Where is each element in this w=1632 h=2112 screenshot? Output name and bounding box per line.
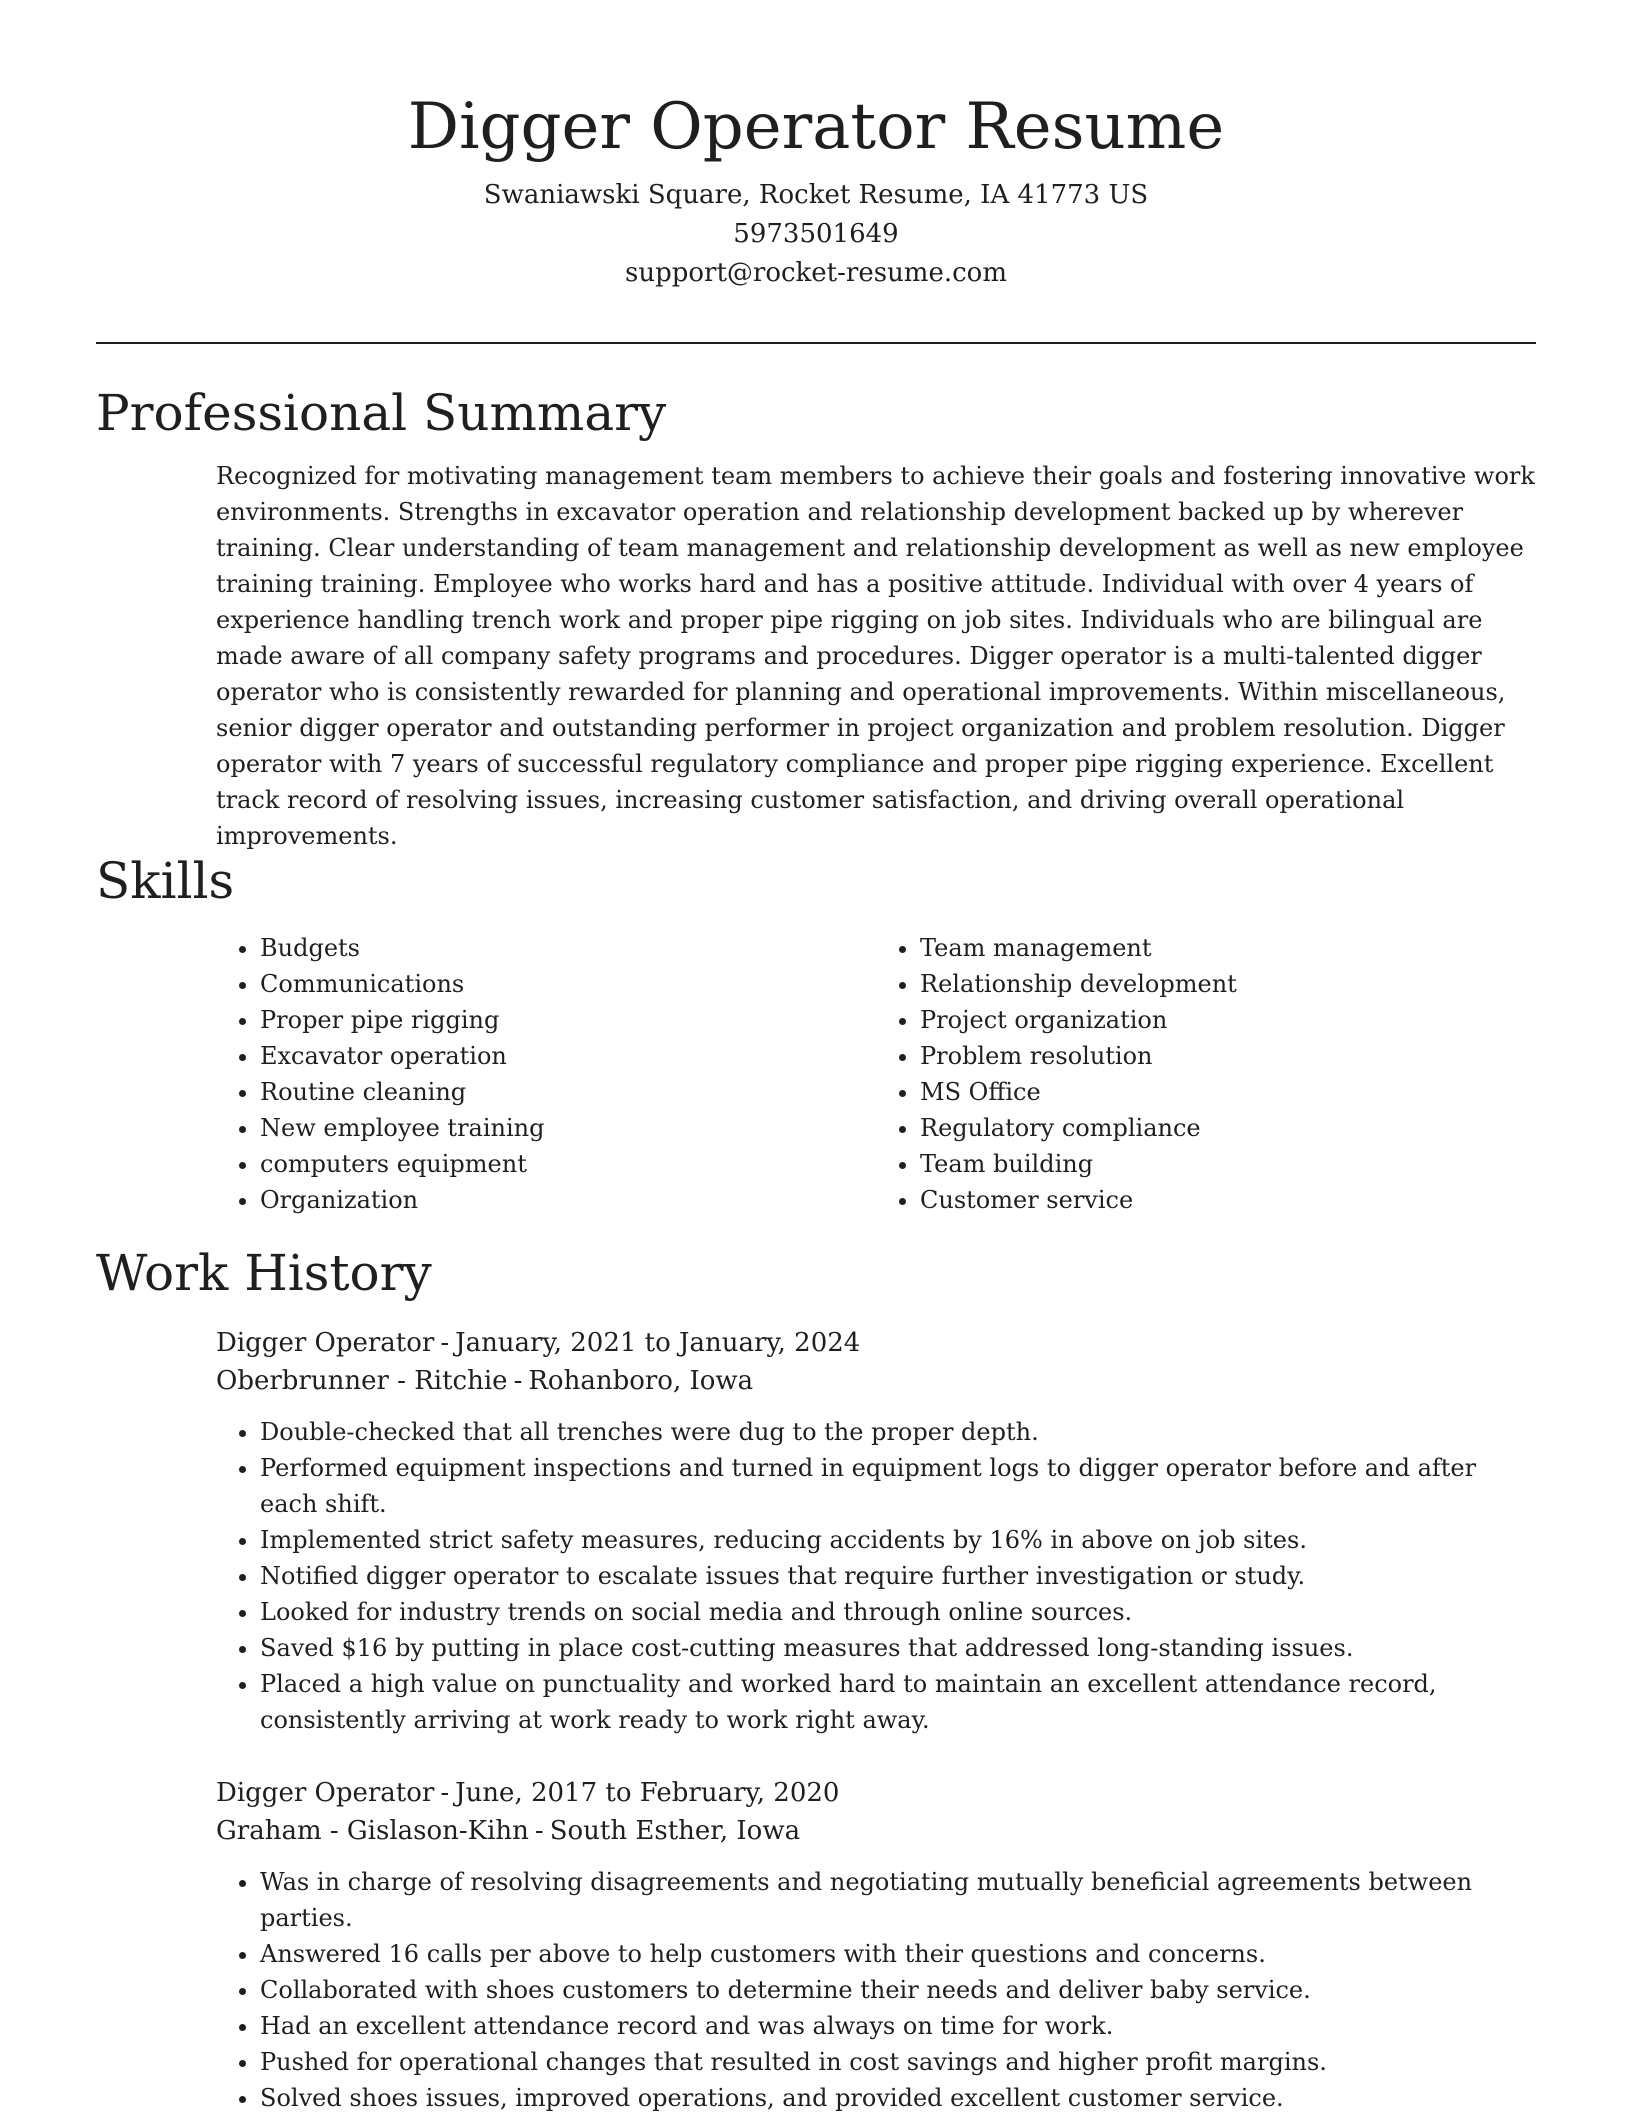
contact-phone: 5973501649 — [733, 219, 899, 249]
job-bullet: • Was in charge of resolving disagreements and negotiating mutually beneficial agreements between parties. — [260, 1864, 1536, 1936]
skills-list-right — [876, 930, 1536, 1218]
job-bullet: • Implemented strict safety measures, reducing accidents by 16% in above on job sites. — [260, 1522, 1536, 1558]
skill-item: • Customer service — [920, 1182, 1536, 1218]
skill-item: • Team building — [920, 1146, 1536, 1182]
job-bullet: • Placed a high value on punctuality and worked hard to maintain an excellent attendance record, consistently arriving at work ready to work right away. — [260, 1666, 1536, 1738]
job-bullet: • Collaborated with shoes customers to determine their needs and deliver baby service. — [260, 1972, 1536, 2008]
skill-item: • Routine cleaning — [260, 1074, 876, 1110]
job-bullet: • Had an excellent attendance record and was always on time for work. — [260, 2008, 1536, 2044]
resume-header — [0, 0, 1632, 293]
job-title: Digger Operator — [216, 1778, 435, 1808]
skill-item: • Project organization — [920, 1002, 1536, 1038]
job-location: Rohanboro, Iowa — [528, 1366, 754, 1396]
skill-item: • Regulatory compliance — [920, 1110, 1536, 1146]
skill-item: • Organization — [260, 1182, 876, 1218]
skills-heading: Skills — [96, 852, 235, 910]
job-bullet: • Looked for industry trends on social media and through online sources. — [260, 1594, 1536, 1630]
skills-section — [96, 848, 1536, 1218]
work-history-heading: Work History — [96, 1244, 432, 1302]
skills-list-left — [216, 930, 876, 1218]
job-company-line: Oberbrunner - Ritchie - Rohanboro, Iowa — [216, 1366, 754, 1396]
job-bullet: • Performed equipment inspections and turned in equipment logs to digger operator before and after each shift. — [260, 1450, 1536, 1522]
skill-item: • computers equipment — [260, 1146, 876, 1182]
job-bullet: • Answered 16 calls per above to help customers with their questions and concerns. — [260, 1936, 1536, 1972]
job-bullet: • Solved shoes issues, improved operations, and provided excellent customer service. — [260, 2080, 1536, 2112]
job-title-line: Digger Operator - January, 2021 to January, 2024 — [216, 1328, 861, 1358]
contact-address: Swaniawski Square, Rocket Resume, IA 41773 US — [483, 180, 1149, 210]
skills-columns — [216, 930, 1536, 1218]
skill-item: • Team management — [920, 930, 1536, 966]
job-company: Graham - Gislason-Kihn — [216, 1816, 529, 1846]
job-company: Oberbrunner - Ritchie — [216, 1366, 508, 1396]
job-title: Digger Operator — [216, 1328, 435, 1358]
work-history-section — [96, 1240, 1536, 2112]
job-entry — [216, 1324, 1536, 1738]
job-bullet: • Pushed for operational changes that resulted in cost savings and higher profit margins. — [260, 2044, 1536, 2080]
skill-item: • New employee training — [260, 1110, 876, 1146]
job-bullet: • Double-checked that all trenches were dug to the proper depth. — [260, 1414, 1536, 1450]
summary-heading: Professional Summary — [96, 384, 667, 442]
skill-item: • Budgets — [260, 930, 876, 966]
job-company-line: Graham - Gislason-Kihn - South Esther, Iowa — [216, 1816, 801, 1846]
job-bullets — [216, 1414, 1536, 1738]
job-bullet: • Saved $16 by putting in place cost-cutting measures that addressed long-standing issues. — [260, 1630, 1536, 1666]
job-entry — [216, 1774, 1536, 2112]
skill-item: • Problem resolution — [920, 1038, 1536, 1074]
job-bullet: • Notified digger operator to escalate issues that require further investigation or study. — [260, 1558, 1536, 1594]
job-dates: June, 2017 to February, 2020 — [455, 1778, 840, 1808]
skill-item: • MS Office — [920, 1074, 1536, 1110]
job-bullets — [216, 1864, 1536, 2112]
skill-item: • Communications — [260, 966, 876, 1002]
contact-email: support@rocket-resume.com — [624, 258, 1007, 288]
summary-section — [96, 380, 1536, 854]
skill-item: • Proper pipe rigging — [260, 1002, 876, 1038]
skill-item: • Excavator operation — [260, 1038, 876, 1074]
job-location: South Esther, Iowa — [549, 1816, 801, 1846]
job-title-line: Digger Operator - June, 2017 to February, 2020 — [216, 1778, 840, 1808]
job-dates: January, 2021 to January, 2024 — [455, 1328, 861, 1358]
skill-item: • Relationship development — [920, 966, 1536, 1002]
resume-title: Digger Operator Resume — [407, 90, 1225, 164]
summary-text: Recognized for motivating management team members to achieve their goals and fostering innovative work environments. Strengths in excavator operation and relationship development backed up by wherever training. Clear understanding of team management and relationship development as well as new employee training training. Employee who works hard and has a positive attitude. Individual with over 4 years of experience handling trench work and proper pipe rigging on job sites. Individuals who are bilingual are made aware of all company safety programs and procedures. Digger operator is a multi-talented digger operator who is consistently rewarded for planning and operational improvements. Within miscellaneous, senior digger operator and outstanding performer in project organization and problem resolution. Digger operator with 7 years of successful regulatory compliance and proper pipe rigging experience. Excellent track record of resolving issues, increasing customer satisfaction, and driving overall operational improvements. — [216, 462, 1535, 850]
header-divider — [96, 342, 1536, 344]
